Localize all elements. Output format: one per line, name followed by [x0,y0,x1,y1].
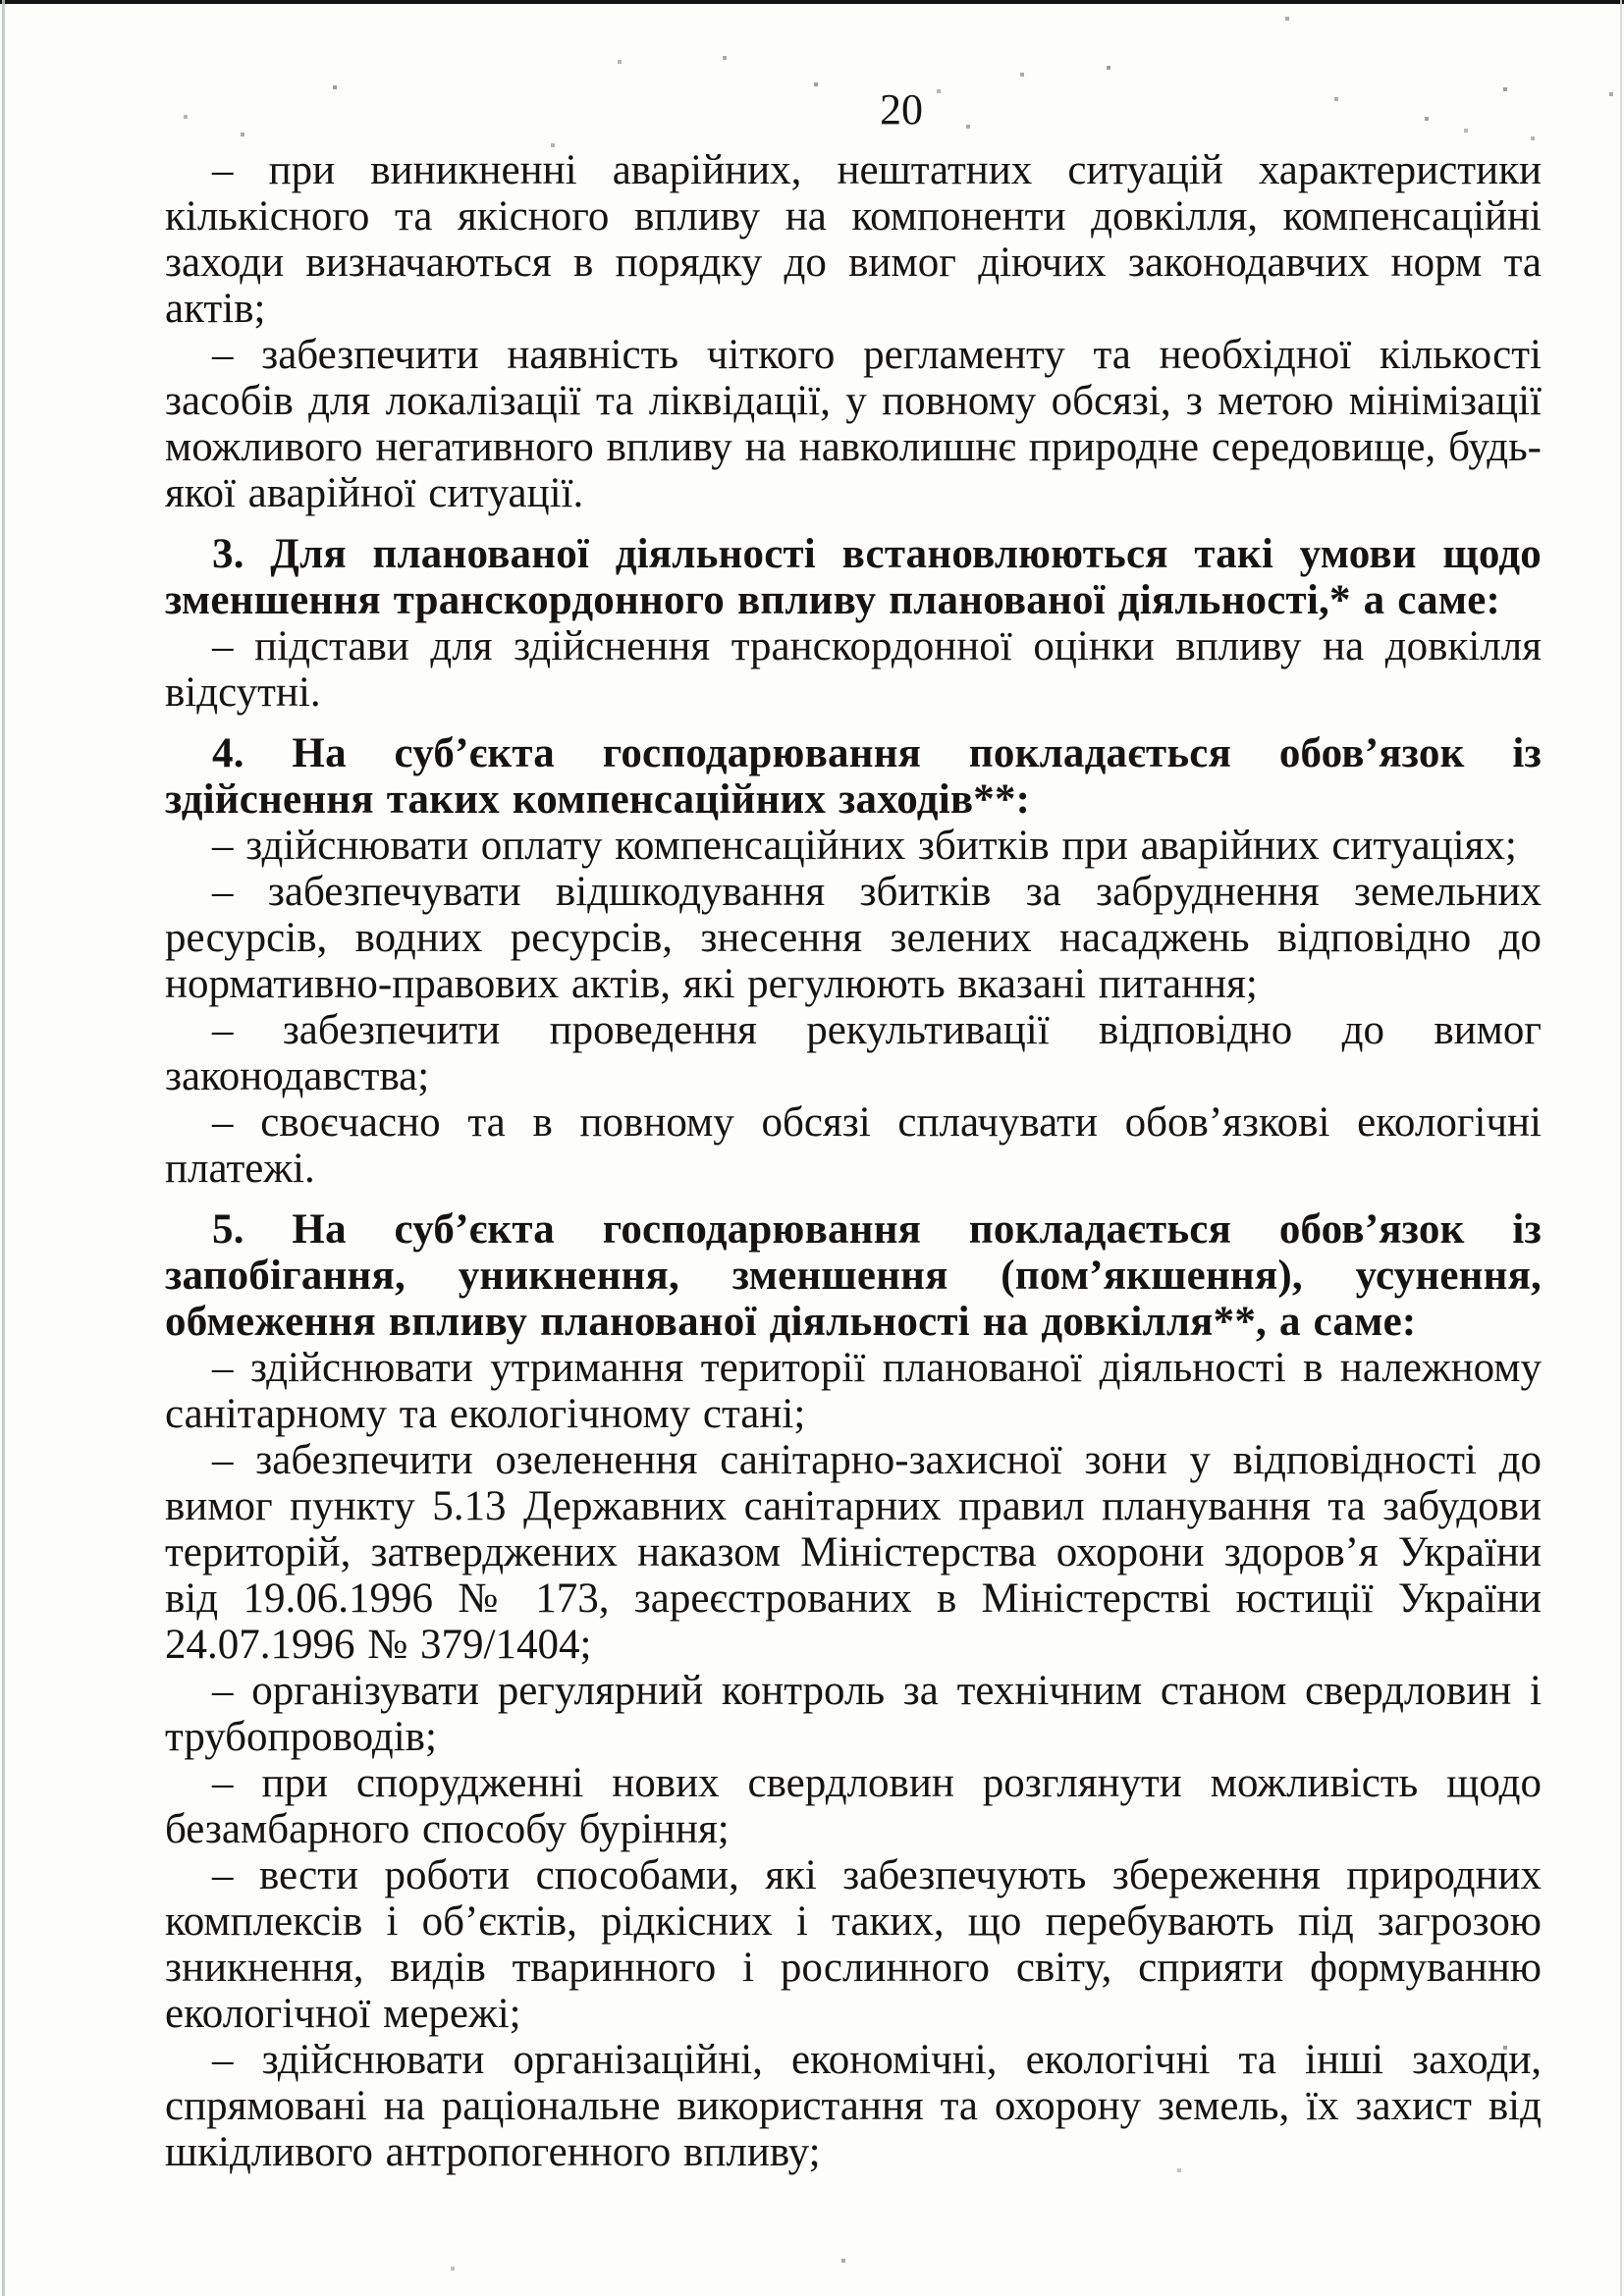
paragraph: – забезпечити проведення рекультивації відповідно до вимог законодавства; [165,1007,1542,1099]
scan-noise [0,0,2,2]
paragraph: – здійснювати організаційні, економічні, екологічні та інші заходи, спрямовані на раціональне використання та охорону земель, їх захист від шкідливого антропогенного впливу; [165,2037,1542,2175]
section-heading: 3. Для планованої діяльності встановлюються такі умови щодо зменшення транскордонного впливу планованої діяльності,* а саме: [165,531,1542,623]
section-heading: 5. На суб’єкта господарювання покладається обов’язок із запобігання, уникнення, зменшення (пом’якшення), усунення, обмеження впливу планованої діяльності на довкілля**, а саме: [165,1206,1542,1345]
page-number: 20 [880,85,923,133]
section-heading: 4. На суб’єкта господарювання покладається обов’язок із здійснення таких компенсаційних заходів**: [165,730,1542,823]
scan-edge-top [0,0,1624,4]
paragraph: – при спорудженні нових свердловин розглянути можливість щодо безамбарного способу буріння; [165,1760,1542,1852]
paragraph: – забезпечити наявність чіткого регламенту та необхідної кількості засобів для локалізації та ліквідації, у повному обсязі, з метою мінімізації можливого негативного впливу на навколишнє природне середовище, будь-якої аварійної ситуації. [165,332,1542,516]
document-body [165,147,1542,2175]
paragraph: – здійснювати утримання території планованої діяльності в належному санітарному та екологічному стані; [165,1345,1542,1437]
paragraph: – здійснювати оплату компенсаційних збитків при аварійних ситуаціях; [212,823,1517,869]
scan-edge-right [1620,0,1622,2296]
paragraph: – забезпечувати відшкодування збитків за забруднення земельних ресурсів, водних ресурсів, знесення зелених насаджень відповідно до нормативно-правових актів, які регулюють вказані питання; [165,869,1542,1007]
paragraph: – своєчасно та в повному обсязі сплачувати обов’язкові екологічні платежі. [165,1099,1542,1192]
scan-edge-left [2,0,5,2296]
paragraph: – вести роботи способами, які забезпечують збереження природних комплексів і об’єктів, рідкісних і таких, що перебувають під загрозою зникнення, видів тваринного і рослинного світу, сприяти формуванню екологічної мережі; [165,1852,1542,2037]
paragraph: – організувати регулярний контроль за технічним станом свердловин і трубопроводів; [165,1668,1542,1760]
paragraph: – підстави для здійснення транскордонної оцінки впливу на довкілля відсутні. [165,623,1542,716]
paragraph: – забезпечити озеленення санітарно-захисної зони у відповідності до вимог пункту 5.13 Державних санітарних правил планування та забудови територій, затверджених наказом Міністерства охорони здоров’я України від 19.06.1996 № 173, зареєстрованих в Міністерстві юстиції України 24.07.1996 № 379/1404; [165,1437,1542,1668]
paragraph: – при виникненні аварійних, нештатних ситуацій характеристики кількісного та якісного впливу на компоненти довкілля, компенсаційні заходи визначаються в порядку до вимог діючих законодавчих норм та актів; [165,147,1542,332]
